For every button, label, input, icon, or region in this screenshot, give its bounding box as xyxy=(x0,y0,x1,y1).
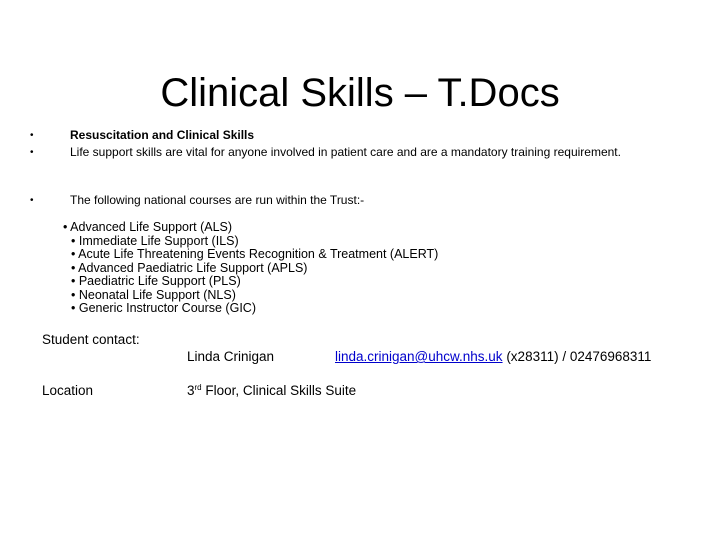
course-item: • Acute Life Threatening Events Recognition & Treatment (ALERT) xyxy=(71,247,439,261)
location-rest: Floor, Clinical Skills Suite xyxy=(201,383,357,398)
bullet-heading: • xyxy=(30,130,34,141)
contact-name: Linda Crinigan xyxy=(187,349,275,364)
slide-title: Clinical Skills – T.Docs xyxy=(160,70,560,115)
course-item: • Advanced Life Support (ALS) xyxy=(63,220,233,234)
location-label: Location xyxy=(42,383,94,398)
location-floor-number: 3 xyxy=(187,383,195,398)
course-item: • Paediatric Life Support (PLS) xyxy=(71,274,241,288)
bullet-courses: • xyxy=(30,195,34,206)
contact-details xyxy=(335,348,651,366)
courses-intro: The following national courses are run within the Trust:- xyxy=(70,193,365,207)
course-list xyxy=(63,221,438,316)
contact-phone: (x28311) / 02476968311 xyxy=(502,349,652,364)
student-contact-label: Student contact: xyxy=(42,332,140,347)
course-item: • Immediate Life Support (ILS) xyxy=(71,233,239,248)
location-value xyxy=(187,382,356,400)
course-item: • Generic Instructor Course (GIC) xyxy=(71,301,256,315)
intro-text: Life support skills are vital for anyone involved in patient care and are a mandatory training requirement. xyxy=(70,145,621,159)
course-item: • Advanced Paediatric Life Support (APLS) xyxy=(71,260,308,275)
section-heading: Resuscitation and Clinical Skills xyxy=(70,128,255,142)
course-item: • Neonatal Life Support (NLS) xyxy=(71,287,236,302)
location-floor-suffix: rd xyxy=(194,383,202,392)
bullet-intro: • xyxy=(30,147,34,158)
contact-email-link[interactable]: linda.crinigan@uhcw.nhs.uk xyxy=(335,349,503,364)
